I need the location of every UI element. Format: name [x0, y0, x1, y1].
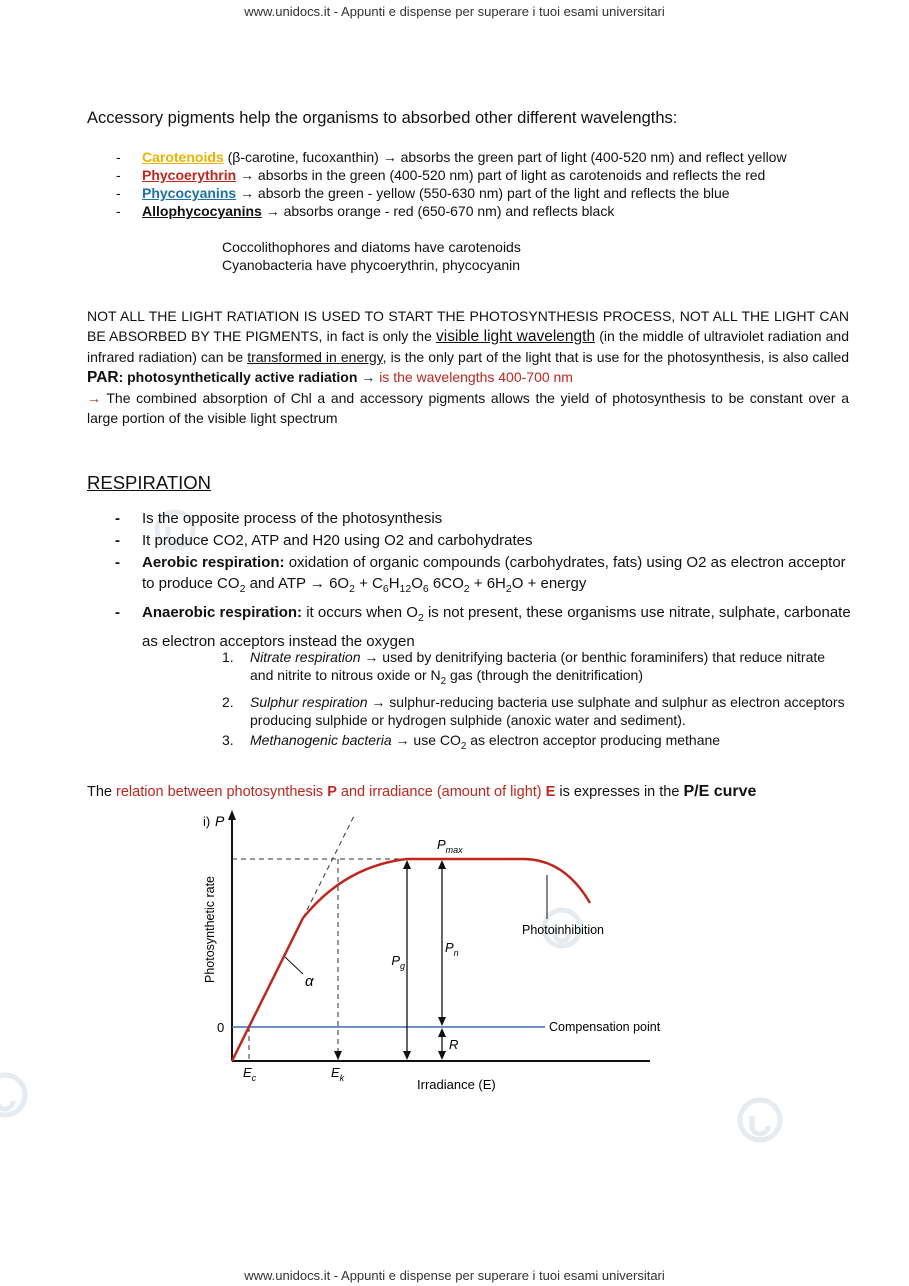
list-item: - Aerobic respiration: oxidation of organic compounds (carbohydrates, fats) using O2 as electron acceptor to produce $CO_2$ and ATP → $6O_2 + C_6H_{12}O_6$ $6CO_2 + 6H_2O$ + energy: [87, 552, 852, 600]
pn-label: $P_n$: [445, 940, 459, 958]
pigment-notes: [222, 238, 521, 274]
pigment-name: Allophycocyanins: [142, 203, 262, 219]
list-item: 1. Nitrate respiration → used by denitrifying bacteria (or benthic foraminifers) that reduce nitrate and nitrite to nitrous oxide or $N_2$ gas (through the denitrification): [222, 649, 826, 687]
list-item: - Is the opposite process of the photosynthesis: [87, 508, 852, 529]
x-axis-label: Irradiance (E): [417, 1077, 496, 1092]
watermark-logo-icon: [0, 1075, 25, 1115]
respiration-heading: RESPIRATION: [87, 472, 212, 493]
pigment-item: - Carotenoids (β-carotine, fucoxanthin) → absorbs the green part of light (400-520 nm) and reflect yellow: [87, 148, 867, 166]
list-item: - Anaerobic respiration: it occurs when $O_2$ is not present, these organisms use nitrate, sulphate, carbonate as electron acceptors instead the oxygen: [87, 601, 852, 654]
watermark-logo-icon: [740, 1100, 780, 1140]
pigments-intro: Accessory pigments help the organisms to absorbed other different wavelengths:: [87, 109, 678, 127]
pigment-item: - Phycocyanins → absorb the green - yellow (550-630 nm) part of the light and reflects the blue: [87, 184, 867, 202]
alpha-tangent-line: [303, 814, 355, 918]
pg-label: $P_g$: [391, 953, 405, 971]
photoinhibition-label: Photoinhibition: [522, 923, 605, 937]
pigment-name: Phycocyanins: [142, 185, 237, 201]
list-item: 2. Sulphur respiration → sulphur-reducing bacteria use sulphate and sulphur as electron acceptors producing sulphide or hydrogen sulphide (anoxic water and sediment).: [222, 693, 845, 728]
alpha-leader: [285, 957, 303, 974]
pigment-item: - Phycoerythrin → absorbs in the green (400-520 nm) part of light as carotenoids and reflects the red: [87, 166, 867, 184]
pe-sentence: The relation between photosynthesis P and irradiance (amount of light) E is expresses in the P/E curve: [87, 783, 757, 800]
ek-label: $E_k$: [331, 1065, 345, 1083]
note-line: Coccolithophores and diatoms have carotenoids: [222, 239, 521, 255]
r-label: R: [449, 1037, 459, 1052]
pigment-item: - Allophycocyanins → absorbs orange - red (650-670 nm) and reflects black: [87, 202, 867, 220]
pe-curve-chart: [195, 808, 665, 1098]
y-axis-letter: P: [215, 813, 225, 829]
pe-curve: [232, 859, 590, 1061]
pigment-list: [87, 148, 867, 220]
y-axis-arrow-icon: [228, 810, 236, 820]
y-axis-label: Photosynthetic rate: [203, 875, 217, 983]
list-item: 3. Methanogenic bacteria → use $CO_2$ as electron acceptor producing methane: [222, 731, 721, 752]
list-item: - It produce CO2, ATP and H20 using O2 and carbohydrates: [87, 530, 852, 551]
panel-mark: i): [203, 814, 211, 829]
anaerobic-types-list: [222, 648, 850, 758]
zero-tick-label: 0: [217, 1020, 225, 1035]
light-paragraph: NOT ALL THE LIGHT RATIATION IS USED TO START THE PHOTOSYNTHESIS PROCESS, NOT ALL THE LIGHT CAN BE ABSORBED BY THE PIGMENTS, in fact is only the visible light wavelength (in the middle of ultraviolet radiation and infrared radiation) can be transformed in energy, is the only part of the light that is use for the photosynthesis, is also called PAR: photosynthetically active radiation → is the wavelengths 400-700 nm → The combined absorption of Chl a and accessory pigments allows the yield of photosynthesis to be constant over a large portion of the visible light spectrum: [87, 308, 850, 426]
footer-watermark: www.unidocs.it - Appunti e dispense per superare i tuoi esami universitari: [244, 1268, 665, 1283]
alpha-label: α: [305, 973, 314, 990]
pigment-name: Phycoerythrin: [142, 167, 237, 183]
pigment-name: Carotenoids: [142, 149, 224, 165]
ek-arrowhead-icon: [334, 1051, 342, 1060]
ec-label: $E_c$: [243, 1065, 257, 1083]
respiration-list: [87, 508, 852, 655]
note-line: Cyanobacteria have phycoerythrin, phycocyanin: [222, 257, 521, 273]
header-watermark: www.unidocs.it - Appunti e dispense per superare i tuoi esami universitari: [244, 4, 665, 19]
pmax-label: $P_{max}$: [437, 837, 463, 855]
compensation-label: Compensation point: [549, 1020, 661, 1034]
